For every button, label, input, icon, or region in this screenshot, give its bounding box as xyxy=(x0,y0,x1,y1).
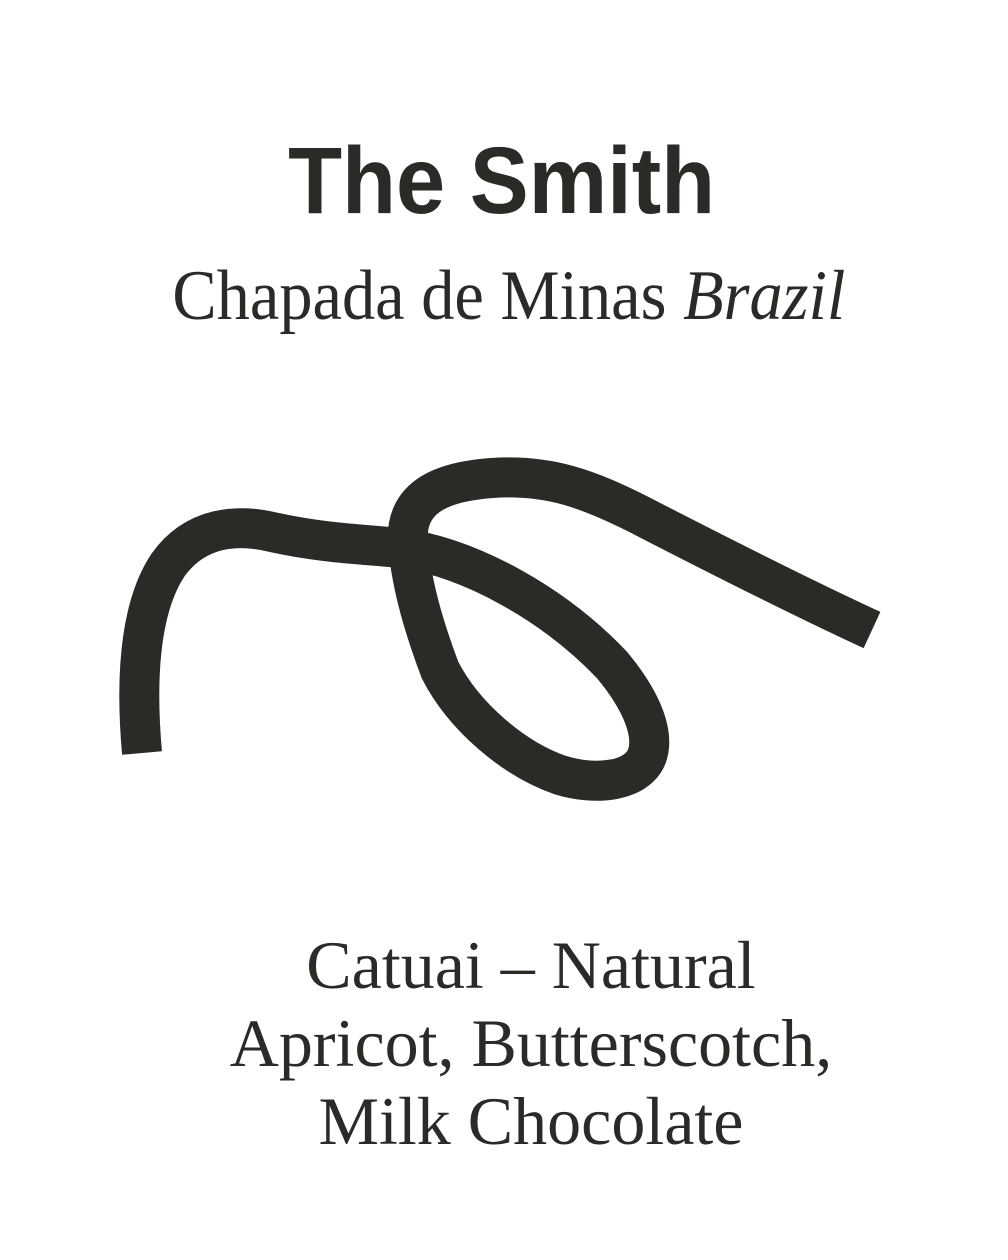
variety-process-line: Catuai – Natural xyxy=(306,927,756,1003)
origin-country: Brazil xyxy=(683,257,846,335)
coffee-details-block xyxy=(27,926,1008,1160)
origin-region: Chapada de Minas xyxy=(172,257,667,335)
scribble-stroke xyxy=(139,477,872,780)
brand-title-text: The Smith xyxy=(288,128,716,234)
tasting-notes-line-1: Apricot, Butterscotch, xyxy=(229,1005,833,1081)
tasting-notes-line-2: Milk Chocolate xyxy=(318,1083,744,1159)
